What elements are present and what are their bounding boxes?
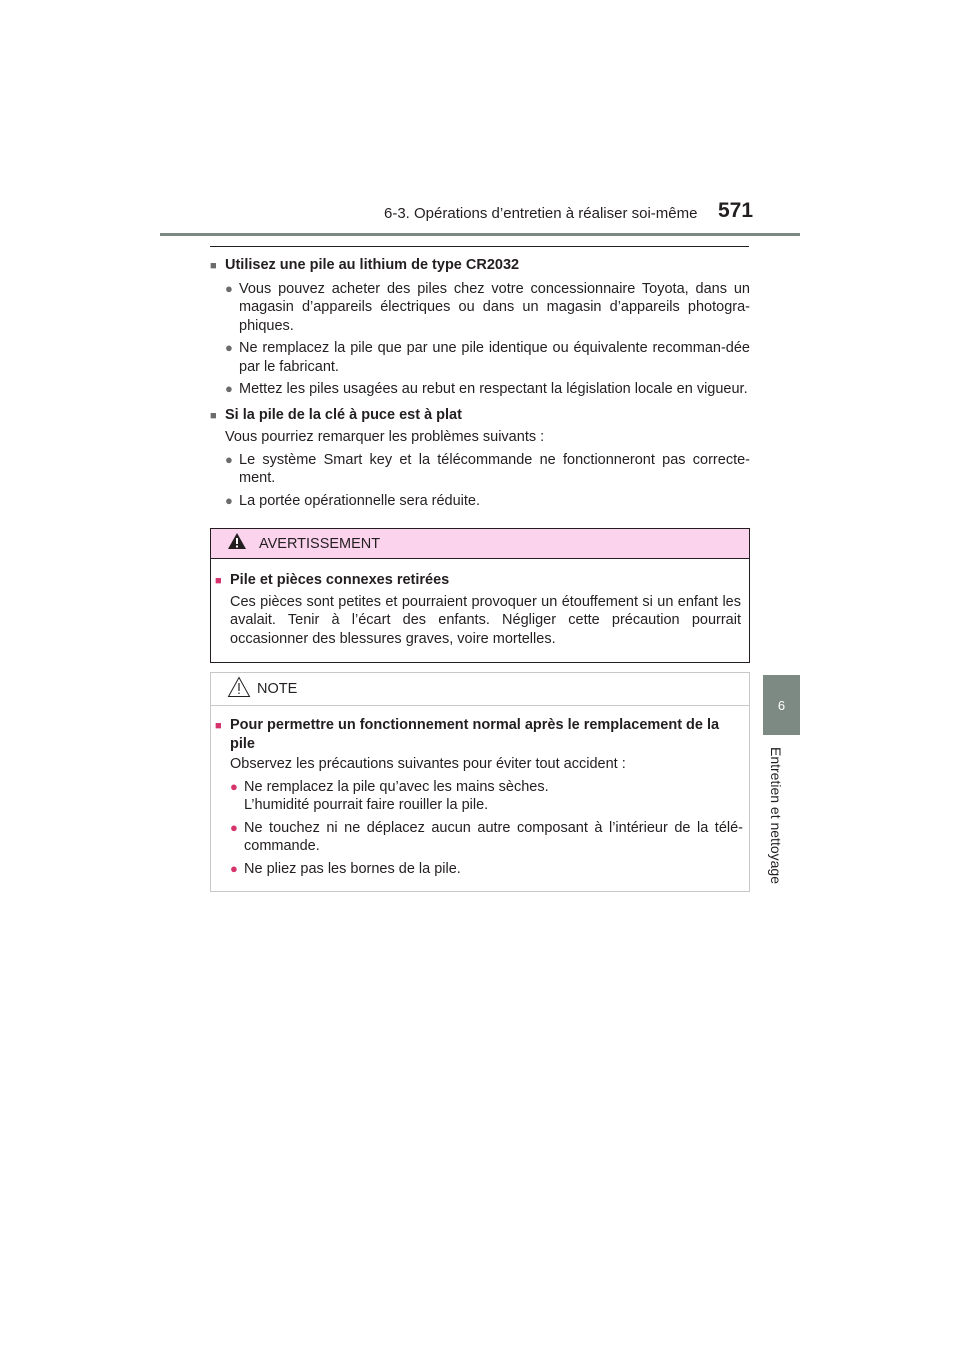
- round-bullet-icon: ●: [225, 280, 233, 296]
- chapter-label: Entretien et nettoyage: [768, 747, 784, 884]
- round-bullet-icon: ●: [225, 381, 233, 396]
- list-item: [210, 380, 750, 399]
- header-rule: [160, 233, 800, 236]
- warning-heading: [215, 571, 741, 591]
- list-item-subtext: L’humidité pourrait faire rouiller la pile.: [244, 797, 489, 813]
- warning-title: AVERTISSEMENT: [259, 535, 381, 552]
- list-item: [210, 451, 750, 488]
- square-bullet-icon: ■: [210, 409, 217, 422]
- list-item: [215, 819, 743, 856]
- warning-box: [210, 528, 750, 663]
- chapter-number: 6: [777, 697, 786, 713]
- list-item-text: Ne pliez pas les bornes de la pile.: [244, 860, 461, 877]
- round-bullet-icon: ●: [225, 492, 233, 508]
- note-heading-text: Pour permettre un fonctionnement normal après le remplacement de la pile: [230, 717, 720, 752]
- note-box: [210, 672, 750, 892]
- square-bullet-icon: ■: [215, 720, 222, 732]
- content-rule: [210, 246, 749, 247]
- section-heading: [210, 406, 750, 426]
- section-heading-text: Si la pile de la clé à puce est à plat: [225, 406, 462, 423]
- round-bullet-icon: ●: [225, 340, 233, 355]
- list-item-text: Ne remplacez la pile que par une pile identique ou équivalente recomman-dée par le fabricant.: [239, 340, 750, 375]
- main-content: [210, 254, 750, 510]
- section-heading-text: Utilisez une pile au lithium de type CR2032: [225, 257, 520, 273]
- note-intro: Observez les précautions suivantes pour éviter tout accident :: [230, 756, 626, 772]
- caution-triangle-icon: [227, 676, 251, 703]
- list-item: [210, 339, 750, 376]
- section-heading: [210, 256, 750, 276]
- list-item-text: Le système Smart key et la télécommande ne fonctionneront pas correcte-ment.: [239, 451, 750, 486]
- note-title: NOTE: [257, 681, 298, 697]
- note-header: [211, 673, 749, 706]
- warning-header: [211, 529, 749, 559]
- warning-text: Ces pièces sont petites et pourraient provoquer un étouffement si un enfant les avalait. Tenir à l’écart des enfants. Négliger cette précaution pourrait occasionner des blessures graves, voire mortelles.: [230, 593, 741, 647]
- round-bullet-icon: ●: [230, 778, 238, 794]
- square-bullet-icon: ■: [215, 575, 222, 587]
- section-title: 6-3. Opérations d’entretien à réaliser soi-même: [384, 205, 698, 222]
- list-item: [210, 280, 750, 336]
- note-heading: [215, 716, 743, 753]
- list-item-text: Vous pouvez acheter des piles chez votre concessionnaire Toyota, dans un magasin d’appareils électriques ou dans un magasin d’appareils photogra-phiques.: [239, 280, 750, 334]
- warning-triangle-icon: [227, 532, 247, 555]
- chapter-tab[interactable]: [763, 675, 800, 735]
- round-bullet-icon: ●: [230, 860, 238, 876]
- round-bullet-icon: ●: [225, 451, 233, 467]
- list-item: [210, 492, 750, 511]
- round-bullet-icon: ●: [230, 819, 238, 835]
- list-item-text: Ne remplacez la pile qu’avec les mains sèches.: [244, 778, 549, 795]
- section-intro: Vous pourriez remarquer les problèmes suivants :: [225, 429, 545, 445]
- list-item: [215, 860, 743, 879]
- list-item-text: Ne touchez ni ne déplacez aucun autre composant à l’intérieur de la télé-commande.: [244, 819, 743, 854]
- list-item-text: Mettez les piles usagées au rebut en respectant la législation locale en vigueur.: [239, 381, 748, 397]
- page-number: 571: [718, 199, 754, 222]
- square-bullet-icon: ■: [210, 260, 217, 272]
- list-item: [215, 778, 743, 815]
- warning-heading-text: Pile et pièces connexes retirées: [230, 572, 450, 588]
- list-item-text: La portée opérationnelle sera réduite.: [239, 492, 481, 509]
